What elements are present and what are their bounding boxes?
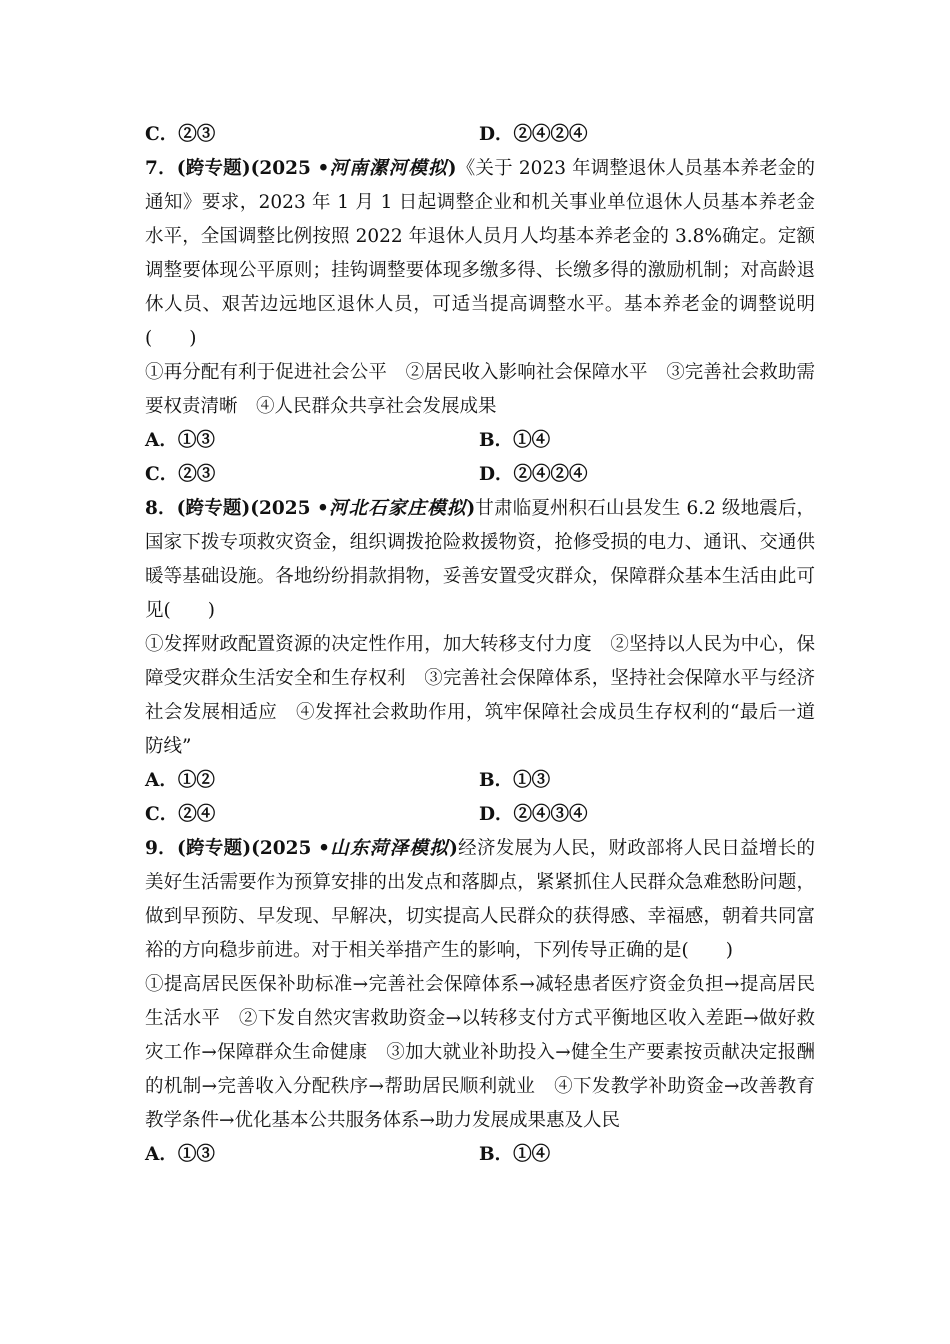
q9-option-b[interactable]: B．①④ [479, 1144, 551, 1165]
q7-items: ①再分配有利于促进社会公平 ②居民收入影响社会保障水平 ③完善社会救助需要权责清晰 ④人民群众共享社会发展成果 [145, 362, 815, 417]
q8-number: 8． [145, 498, 177, 519]
q6-option-d[interactable]: D．②④②④ [479, 124, 588, 145]
q7-option-c[interactable]: C．②③ [145, 464, 216, 485]
q9-tag: (跨专题) [176, 838, 252, 859]
q7-option-b[interactable]: B．①④ [479, 430, 551, 451]
question-9 [145, 832, 815, 1172]
q9-region: 山东菏泽模拟 [329, 838, 450, 859]
q9-option-a[interactable]: A．①③ [145, 1144, 215, 1165]
q7-stem-text: 《关于 2023 年调整退休人员基本养老金的通知》要求，2023 年 1 月 1 日起调整企业和机关事业单位退休人员基本养老金水平，全国调整比例按照 2022 年退休人员月人均基本养老金的 3.8%确定。定额调整要体现公平原则；挂钩调整要体现多缴多得、长缴多得的激励机制；对高龄退休人员、艰苦边远地区退休人员，可适当提高调整水平。基本养老金的调整说明( ) [145, 158, 815, 349]
q8-source-open: (2025 • [250, 498, 329, 519]
q8-source-close: ) [466, 498, 476, 519]
q7-stem [145, 152, 815, 356]
q9-items: ①提高居民医保补助标准→完善社会保障体系→减轻患者医疗资金负担→提高居民生活水平 ②下发自然灾害救助资金→以转移支付方式平衡地区收入差距→做好救灾工作→保障群众生命健康 ③加大就业补助投入→健全生产要素按贡献决定报酬的机制→完善收入分配秩序→帮助居民顺利就业 ④下发教学补助资金→改善教育教学条件→优化基本公共服务体系→助力发展成果惠及人民 [145, 974, 815, 1131]
q6-option-c[interactable]: C．②③ [145, 124, 216, 145]
q7-options-row-1 [145, 424, 815, 458]
q8-stem-text: 甘肃临夏州积石山县发生 6.2 级地震后，国家下拨专项救灾资金，组织调拨抢险救援物资，抢修受损的电力、通讯、交通供暖等基础设施。各地纷纷捐款捐物，妥善安置受灾群众，保障群众基本生活由此可见( ) [145, 498, 815, 621]
q8-option-c[interactable]: C．②④ [145, 804, 216, 825]
q8-items: ①发挥财政配置资源的决定性作用，加大转移支付力度 ②坚持以人民为中心，保障受灾群众生活安全和生存权利 ③完善社会保障体系，坚持社会保障水平与经济社会发展相适应 ④发挥社会救助作用，筑牢保障社会成员生存权利的“最后一道防线” [145, 634, 815, 757]
q9-options-row-1 [145, 1138, 815, 1172]
q8-region: 河北石家庄模拟 [328, 498, 467, 519]
exam-page [145, 118, 815, 1172]
q7-source-close: ) [447, 158, 457, 179]
q8-option-d[interactable]: D．②④③④ [479, 804, 588, 825]
q7-region: 河南漯河模拟 [329, 158, 448, 179]
q7-source-open: (2025 • [250, 158, 330, 179]
q6-options-row-2 [145, 118, 815, 152]
q7-tag: (跨专题) [176, 158, 251, 179]
q8-options-row-1 [145, 764, 815, 798]
question-8 [145, 492, 815, 832]
q9-source-open: (2025 • [251, 838, 330, 859]
q8-option-b[interactable]: B．①③ [479, 770, 551, 791]
q9-number: 9． [145, 838, 177, 859]
q8-tag: (跨专题) [176, 498, 251, 519]
q9-stem [145, 832, 815, 968]
q7-option-a[interactable]: A．①③ [145, 430, 215, 451]
question-7 [145, 152, 815, 492]
q8-options-row-2 [145, 798, 815, 832]
q8-option-a[interactable]: A．①② [145, 770, 215, 791]
q9-stem-text: 经济发展为人民，财政部将人民日益增长的美好生活需要作为预算安排的出发点和落脚点，紧紧抓住人民群众急难愁盼问题，做到早预防、早发现、早解决，切实提高人民群众的获得感、幸福感，朝着共同富裕的方向稳步前进。对于相关举措产生的影响，下列传导正确的是( ) [145, 838, 815, 961]
q7-option-d[interactable]: D．②④②④ [479, 464, 588, 485]
q9-source-close: ) [449, 838, 458, 859]
q7-number: 7． [145, 158, 177, 179]
q7-options-row-2 [145, 458, 815, 492]
q8-stem [145, 492, 815, 628]
